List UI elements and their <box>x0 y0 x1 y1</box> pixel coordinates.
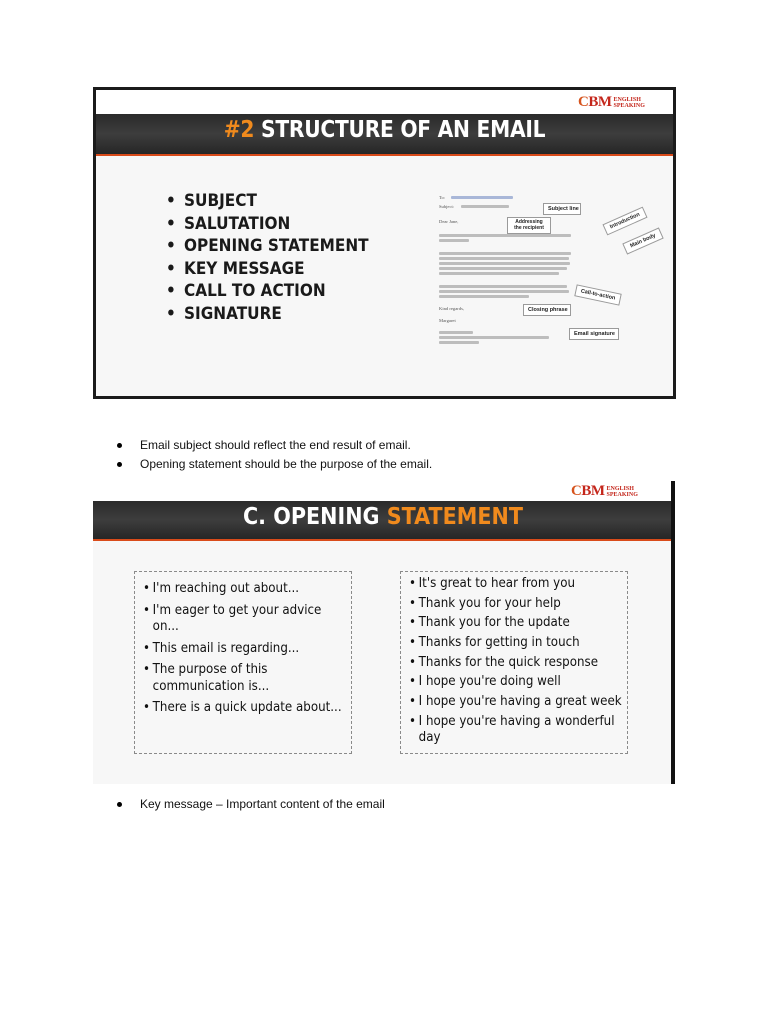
bm-logo <box>571 483 638 500</box>
tag-call-to-action: Call-to-action <box>574 284 621 305</box>
email-example <box>439 195 669 355</box>
list-item: Opening statement should be the purpose of the email. <box>114 455 432 474</box>
email-to-label: To: <box>439 195 446 200</box>
logo-mark: BM <box>588 94 612 110</box>
logo-line-1: ENGLISH <box>606 485 634 492</box>
list-item: • I'm reaching out about... <box>143 580 350 597</box>
list-item: • CALL TO ACTION <box>166 280 369 303</box>
list-item: • I hope you're having a great week <box>409 693 626 710</box>
title-text: STRUCTURE OF AN EMAIL <box>254 117 546 143</box>
logo-c-icon: C <box>578 94 589 110</box>
list-item: • The purpose of this communication is... <box>143 661 350 694</box>
tag-main-body: Main body <box>622 227 663 254</box>
list-item: • SIGNATURE <box>166 303 369 326</box>
list-item: • Thanks for the quick response <box>409 654 626 671</box>
list-item: • Thank you for your help <box>409 595 626 612</box>
slide-title <box>131 117 639 143</box>
notes-list-top <box>114 436 432 474</box>
list-item: • Thanks for getting in touch <box>409 634 626 651</box>
email-name: Margaret <box>439 318 456 323</box>
list-item: • This email is regarding... <box>143 640 350 657</box>
email-subject-label: Subject: <box>439 204 455 209</box>
list-item: • OPENING STATEMENT <box>166 235 369 258</box>
tag-closing-phrase: Closing phrase <box>523 304 571 316</box>
list-item: • SALUTATION <box>166 213 369 236</box>
opening-statement-slide <box>93 481 673 784</box>
list-item: • KEY MESSAGE <box>166 258 369 281</box>
title-prefix: C. OPENING <box>242 504 387 530</box>
logo-c-icon: C <box>571 483 582 499</box>
list-item: • There is a quick update about... <box>143 699 350 716</box>
logo-line-2: SPEAKING <box>613 102 645 109</box>
tag-email-signature: Email signature <box>569 328 619 340</box>
email-greeting: Dear Jane, <box>439 219 459 224</box>
slide-edge-border <box>671 481 675 784</box>
title-highlight: STATEMENT <box>386 504 523 530</box>
list-item: • I hope you're doing well <box>409 673 626 690</box>
list-item: Email subject should reflect the end result of email. <box>114 436 432 455</box>
tag-subject-line: Subject line <box>543 203 581 215</box>
logo-line-1: ENGLISH <box>613 96 641 103</box>
email-structure-slide <box>93 87 676 399</box>
structure-list <box>166 190 391 325</box>
list-item: • Thank you for the update <box>409 614 626 631</box>
list-item: • It's great to hear from you <box>409 575 626 592</box>
logo-mark: BM <box>581 483 605 499</box>
logo-line-2: SPEAKING <box>606 491 638 498</box>
email-regards: Kind regards, <box>439 306 465 311</box>
bm-logo <box>578 94 645 111</box>
notes-list-bottom <box>114 795 385 814</box>
list-item: • I hope you're having a wonderful day <box>409 713 626 746</box>
list-item: • SUBJECT <box>166 190 369 213</box>
phrase-box-left <box>134 571 352 754</box>
list-item: Key message – Important content of the email <box>114 795 385 814</box>
list-item: • I'm eager to get your advice on... <box>143 602 350 635</box>
tag-addressing: Addressing the recipient <box>507 217 551 234</box>
tag-introduction: Introduction <box>602 207 647 236</box>
title-number: #2 <box>223 117 255 143</box>
phrase-box-right <box>400 571 628 754</box>
slide-title <box>122 504 644 530</box>
